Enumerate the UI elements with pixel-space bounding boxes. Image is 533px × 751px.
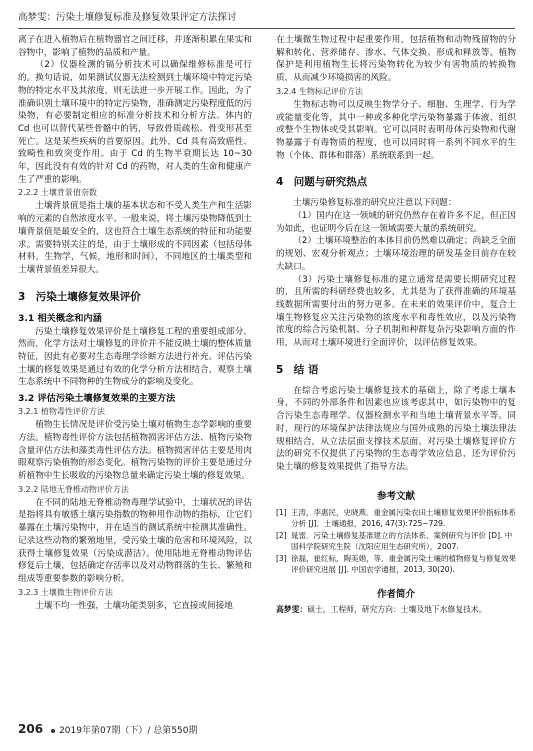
reference-text: 王涛，李惠民，史晓燕．重金属污染农田土壤修复效果评价指标体系分析 [J]．土壤通报，2016, 47(3):725−729. <box>291 507 516 528</box>
reference-item <box>276 553 516 575</box>
page-footer <box>18 722 198 736</box>
paragraph: （3）污染土壤修复标准的建立通常是需要长期研究过程的，且所需的科研经费也较多，尤其是为了获得准确的环境基线数据所需要付出的努力更多。在未来的效果评价中，复合土壤生物修复应关注污染物的浓度水平和毒性效应，以及污染物浓度的综合污染机制、分子机制和种群复杂污染影响方面的作用，从而对土壤环境进行全面评价，以评估修复效果。 <box>276 274 516 349</box>
subsubsection-heading: 3.2.2 陆地无脊椎动物评价方法 <box>18 484 129 494</box>
reference-item <box>276 530 516 552</box>
reference-item <box>276 507 516 529</box>
subsubsection-heading: 3.2.1 植物毒性评价方法 <box>18 407 105 417</box>
author-name: 高梦雯： <box>276 604 308 614</box>
running-header <box>18 8 515 29</box>
paragraph: 土壤污染修复标准的研究应注意以下问题： <box>293 198 457 209</box>
right-column <box>276 34 516 615</box>
author-bio <box>276 604 516 615</box>
reference-number: [3] <box>276 553 287 563</box>
paragraph: 土壤不均一性强，土壤功能类别多，它直接或间接地 <box>35 600 233 611</box>
subsection-heading: 3.2 评估污染土壤修复效果的主要方法 <box>18 393 176 405</box>
reference-text: 徐磊，崔红标，陶美娟，等．重金属污染土壤的植物修复与修复效果评价研究进展 [J]. 中国农学通报，2013, 30(20). <box>291 553 516 574</box>
left-column <box>18 34 252 612</box>
subsubsection-heading: 3.2.3 土壤微生物评价方法 <box>18 587 113 597</box>
paragraph: 在土壤微生物过程中起重要作用，包括植物和动物残留物的分解和转化、营养储存、渗水、气体交换、形成和释放等。植物保护是利用植物生长将污染物转化为较少有害物质的转换物质，从而减少环境损害的风险。 <box>276 35 516 84</box>
author-bio-heading: 作者简介 <box>376 588 415 600</box>
bullet-dot-icon <box>51 729 55 733</box>
paragraph: 在不同的陆地无脊椎动物毒理学试验中，土壤状况的评估是指将具有敏感土壤污染指数的物种用作动物的指标，让它们暴露在土壤污染物中，并在适当的测试系统中检测其准确性。记录这些动物的繁殖地里，受污染土壤的危害和环境风险，以获得土壤修复效果（污染成潜洁）。使用陆地无脊椎动物评估修复后土壤，包括确定存活率以及对动物群落的生长、繁殖和组成等重要参数的影响分析。 <box>18 497 252 584</box>
paragraph: （1）国内在这一领域的研究仍然存在着许多不足，但正因为如此，也证明今后在这一领域需要大量的系统研究。 <box>276 211 516 234</box>
section-heading: 5 结 语 <box>276 363 319 376</box>
reference-number: [1] <box>276 507 287 517</box>
running-header-text: 高梦雯：污染土壤修复标准及修复效果评定方法探讨 <box>18 12 237 23</box>
issue-info: 2019年第07期（下）/ 总第550期 <box>59 726 198 736</box>
paragraph: 离子在进入植物后在植物器官之间迁移，并逐渐积累在果实和谷物中，影响了植物的品质和产量。 <box>18 35 252 58</box>
author-bio-text: 硕士，工程师，研究方向：土壤及地下水修复技术。 <box>307 604 487 614</box>
paragraph: 污染土壤修复效果评价是土壤修复工程的重要组成部分。然而，化学方法对土壤修复的评价并不能反映土壤的整体质量特征，因此有必要对生态毒理学诊断方法进行补充。评估污染土壤的修复效果是通过有效的化学分析方法相结合，观察土壤生态系统中不同物种的生物成分的影响及变化。 <box>18 326 252 388</box>
section-heading: 3 污染土壤修复效果评价 <box>18 290 141 303</box>
paragraph: 生物标志物可以反映生物学分子、细胞、生理学、行为学或能量变化等，其中一种或多种化学污染物暴露于体液、组织或整个生物体或受其影响。它可以同时表明母体污染物和代谢物暴露于有毒物质的程度，也可以同时将一系列不同水平的生物（个体、群体和群落）系统联系到一起。 <box>276 99 516 161</box>
reference-text: 晁雷．污染土壤修复基准建立的方法体系、案例研究与评价 [D]. 中国科学院研究生院（沈阳应用生态研究所），2007. <box>291 530 513 551</box>
subsubsection-heading: 2.2.2 土壤背景值奈数 <box>18 188 97 198</box>
subsubsection-heading: 3.2.4 生物标记评价方法 <box>276 86 363 96</box>
page-number: 206 <box>18 722 44 736</box>
paragraph: （2）仪器检测的镉分析技术可以确保维修标准是可行的。换句话说，如果测试仪器无法检测到土壤环境中特定污染物的特定水平及其浓度，则无法进一步开展工作。因此，为了准确识别土壤环境中的特定污染物，准确测定污染程度低的污染物，有必要制定相应的标准分析技术和分析方法。体内的 Cd 也可以替代某些骨骼中的钙，导致骨质疏松、骨变形甚至死亡。这是某些疾病的首要原因。此外，Cd 具有高致癌性、致畸性和致突变作用。由于 Cd 的生物半衰期长达 10~30 年，因此没有有效的针对 Cd 的药物，对人类的生命和健康产生了严重的影响。 <box>18 60 252 185</box>
subsection-heading: 3.1 相关概念和内涵 <box>18 312 102 324</box>
paragraph: 土壤背景值是指土壤的基本状态和不受人类生产和生活影响的元素的自然浓度水平。一般来说，将土壤污染物降低到土壤背景值是最安全的，这也符合土壤生态系统的特征和功能要求。需要特别关注的是，由于土壤形成的不同因素（包括母体材料，生物学，气候，地形和时间），不同地区的土壤类型和土壤背景值差异很大。 <box>18 201 252 275</box>
references-heading: 参考文献 <box>376 490 415 502</box>
paragraph: （2）土壤环境整治的本体目前仍然难以确定；尚缺乏全面的规划、宏观分析观点；土壤环境治理的研发基金目前存在较大缺口。 <box>276 236 516 272</box>
paragraph: 植物生长情况是评价受污染土壤对植物生态学影响的重要方法。植物毒性评价方法包括植物损害评估方法、植物污染物含量评估方法和藻类毒性评估方法。植物损害评估主要是用肉眼观察污染植物的形态变化。植物污染物的评价主要是通过分析植物中生长吸收的污染物总量来确定污染土壤的修复效果。 <box>18 420 252 481</box>
section-heading: 4 问题与研究热点 <box>276 176 368 189</box>
paragraph: 在综合考虑污染土壤修复技术的基础上，除了考虑土壤本身，不同的外部条件和因素也应该考虑其中，如污染物中的复合污染生态毒理学、仪器检测水平和当地土壤背景水平等。同时，现行的环境保护法律法规应与国外成熟的污染土壤法律法规相结合，从立法层面支撑技术层面。对污染土壤修复评价方法的研究不仅提供了污染物的生态毒学效应信息，还为评价污染土壤的修复效果提供了指导方法。 <box>276 385 516 472</box>
reference-number: [2] <box>276 530 287 540</box>
